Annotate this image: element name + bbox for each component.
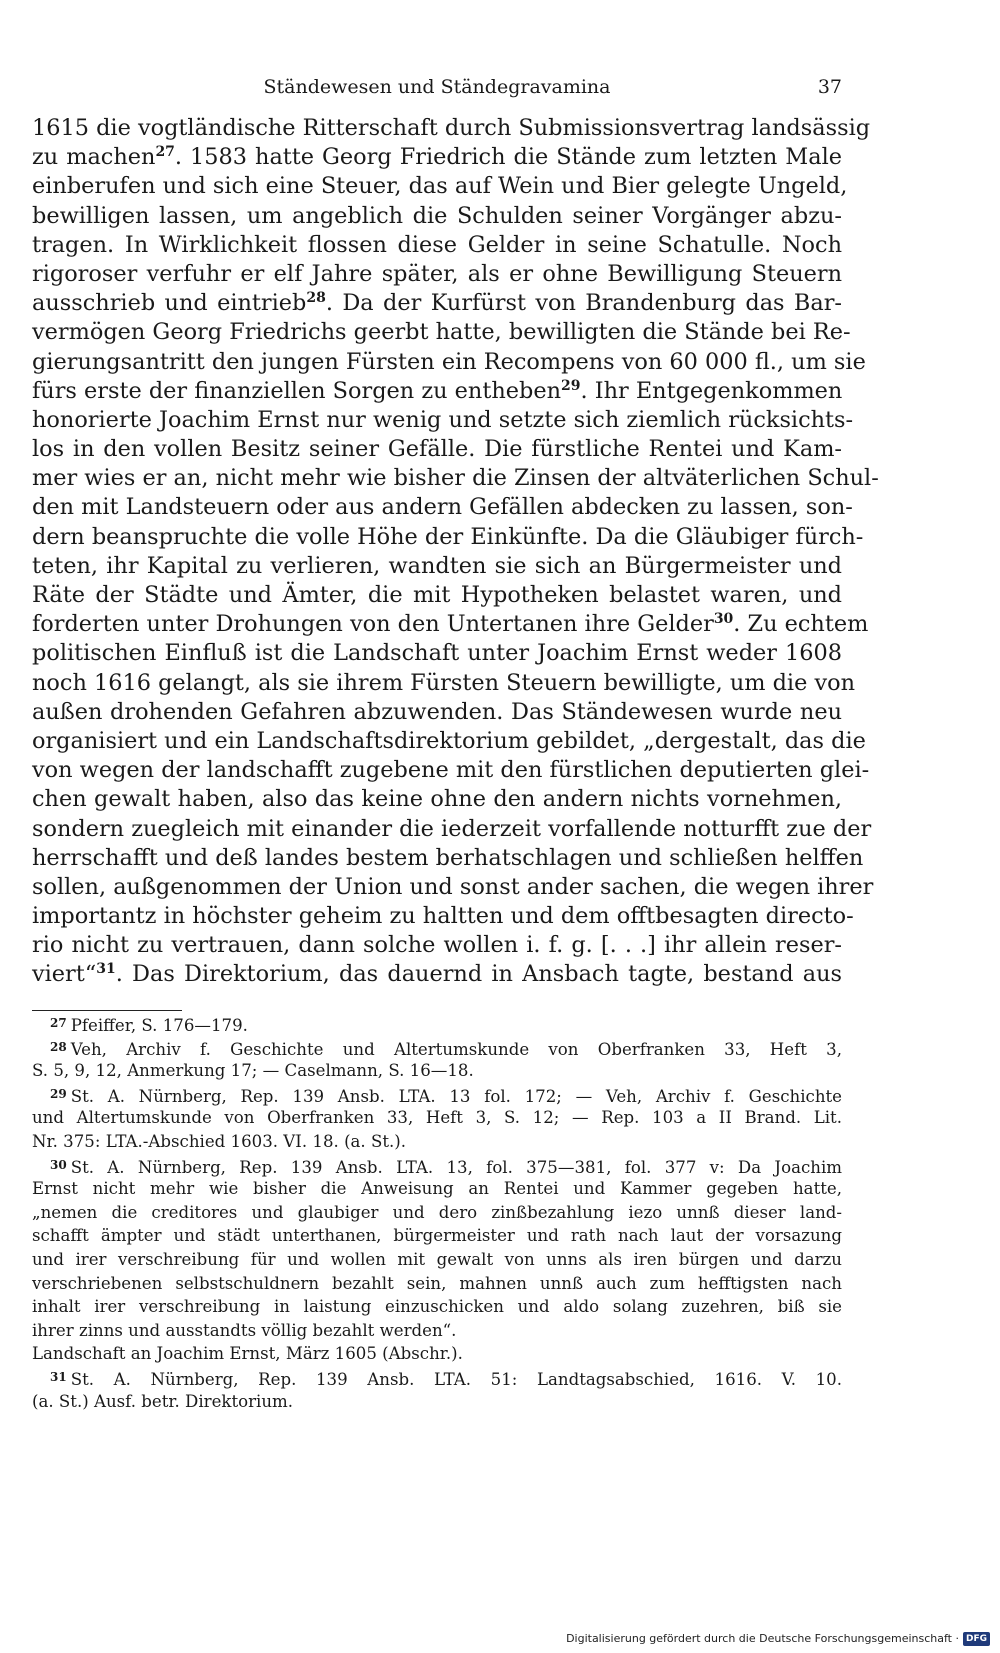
footnote-number: 28 — [50, 1039, 67, 1054]
text-line — [32, 873, 874, 902]
text-segment: gierungsantritt den jungen Fürsten ein Recompens von 60 000 fl., um sie — [32, 348, 866, 375]
text-line — [32, 639, 842, 668]
footnote-separator — [32, 1010, 182, 1011]
text-line — [32, 844, 864, 873]
text-line — [32, 698, 842, 727]
text-segment: honorierte Joachim Ernst nur wenig und setzte sich ziemlich rücksichts- — [32, 406, 854, 433]
text-segment: rio nicht zu vertrauen, dann solche wollen i. f. g. [. . .] ihr allein reser- — [32, 932, 842, 959]
text-segment: 1615 die vogtländische Ritterschaft durch Submissionsvertrag landsässig — [32, 115, 871, 141]
footnote-text: schafft ämpter und städt unterthanen, bürgermeister und rath nach laut der vorsazung — [32, 1226, 842, 1246]
footnote-line — [32, 1130, 842, 1154]
footnotes — [32, 1012, 842, 1413]
main-text — [32, 114, 879, 990]
text-line — [32, 464, 879, 493]
footnote-text: inhalt irer verschreibung in laistung einzuschicken und aldo solang zuzehren, biß sie — [32, 1297, 842, 1317]
footnote-text: verschriebenen selbstschuldnern bezahlt sein, mahnen unnß auch zum hefftigsten nach — [32, 1273, 842, 1293]
digitization-credit — [566, 1631, 990, 1647]
text-line — [32, 493, 853, 522]
text-line — [32, 552, 842, 581]
footnote-number: 30 — [50, 1157, 67, 1172]
footnote-text: (a. St.) Ausf. betr. Direktorium. — [32, 1391, 294, 1411]
text-segment: herrschafft und deß landes bestem berhatschlagen und schließen helffen — [32, 844, 864, 871]
text-segment: den mit Landsteuern oder aus andern Gefällen abdecken zu lassen, son- — [32, 494, 853, 521]
text-segment: sondern zuegleich mit einander die iederzeit vorfallende notturfft zue der — [32, 815, 872, 842]
footnote-line — [32, 1342, 842, 1366]
text-segment: tragen. In Wirklichkeit flossen diese Gelder in seine Schatulle. Noch — [32, 231, 842, 258]
text-line — [32, 931, 842, 960]
footnote-line — [32, 1012, 842, 1036]
footnote-text: Ernst nicht mehr wie bisher die Anweisung an Rentei und Kammer gegeben hatte, — [32, 1179, 842, 1199]
text-line — [32, 143, 842, 172]
dfg-logo: DFG — [963, 1632, 990, 1646]
text-line — [32, 727, 866, 756]
footnote-reference[interactable]: 28 — [306, 290, 326, 307]
text-segment: fürs erste der finanziellen Sorgen zu entheben — [32, 377, 562, 404]
text-segment: sollen, außgenommen der Union und sonst ander sachen, die wegen ihrer — [32, 873, 874, 900]
text-segment: . Zu echtem — [733, 611, 869, 638]
text-segment: ausschrieb und eintrieb — [32, 290, 307, 317]
footnote-line — [32, 1177, 842, 1201]
text-line — [32, 406, 854, 435]
footnote-text: ihrer zinns und ausstandts völlig bezahlt werden“. — [32, 1320, 457, 1340]
text-segment: bewilligen lassen, um angeblich die Schulden seiner Vorgänger abzu- — [32, 202, 842, 229]
footnote-number: 31 — [50, 1369, 67, 1384]
footnote-text: Landschaft an Joachim Ernst, März 1605 (Abschr.). — [32, 1344, 463, 1364]
footnote-line — [32, 1295, 842, 1319]
text-segment: vermögen Georg Friedrichs geerbt hatte, bewilligten die Stände bei Re- — [32, 319, 851, 346]
text-segment: Räte der Städte und Ämter, die mit Hypotheken belastet waren, und — [32, 582, 842, 608]
footnote-line — [32, 1272, 842, 1296]
text-line — [32, 260, 842, 289]
text-line — [32, 902, 854, 931]
text-line — [32, 785, 842, 814]
footnote-reference[interactable]: 30 — [713, 611, 734, 628]
text-segment: importantz in höchster geheim zu haltten und dem offtbesagten directo- — [32, 903, 854, 930]
footnote-line — [32, 1201, 842, 1225]
footnote-text: Nr. 375: LTA.-Abschied 1603. VI. 18. (a. St.). — [32, 1131, 407, 1151]
footnote-line — [32, 1319, 842, 1343]
text-segment: dern beanspruchte die volle Höhe der Einkünfte. Da die Gläubiger fürch- — [32, 523, 864, 550]
text-line — [32, 523, 864, 552]
text-segment: . 1583 hatte Georg Friedrich die Stände zum letzten Male — [174, 144, 842, 171]
footnote-text: Veh, Archiv f. Geschichte und Altertumskunde von Oberfranken 33, Heft 3, — [70, 1039, 842, 1059]
page-number: 37 — [817, 76, 842, 98]
text-line — [32, 815, 872, 844]
running-title: Ständewesen und Ständegravamina — [263, 76, 611, 98]
text-segment: politischen Einfluß ist die Landschaft unter Joachim Ernst weder 1608 — [32, 640, 842, 667]
footnote-line — [32, 1390, 842, 1414]
footnote-line — [32, 1224, 842, 1248]
text-line — [32, 202, 842, 231]
text-line — [32, 610, 869, 639]
footnote-reference[interactable]: 29 — [561, 377, 581, 394]
text-segment: noch 1616 gelangt, als sie ihrem Fürsten Steuern bewilligte, um die von — [32, 669, 856, 696]
text-segment: mer wies er an, nicht mehr wie bisher die Zinsen der altväterlichen Schul- — [32, 465, 879, 492]
footnote-text: St. A. Nürnberg, Rep. 139 Ansb. LTA. 13, fol. 375—381, fol. 377 v: Da Joachim — [70, 1157, 842, 1177]
footnote-text: Pfeiffer, S. 176—179. — [70, 1016, 248, 1035]
text-segment: einberufen und sich eine Steuer, das auf Wein und Bier gelegte Ungeld, — [32, 173, 848, 200]
text-line — [32, 318, 851, 347]
text-segment: . Da der Kurfürst von Brandenburg das Bar- — [325, 290, 842, 317]
text-segment: zu machen — [32, 144, 156, 171]
credit-text: Digitalisierung gefördert durch die Deutsche Forschungsgemeinschaft · — [566, 1632, 959, 1645]
footnote-text: St. A. Nürnberg, Rep. 139 Ansb. LTA. 13 fol. 172; — Veh, Archiv f. Geschichte — [70, 1086, 842, 1106]
text-line — [32, 581, 842, 610]
text-line — [32, 669, 856, 698]
text-segment: los in den vollen Besitz seiner Gefälle. Die fürstliche Rentei und Kam- — [32, 436, 842, 463]
running-head — [32, 72, 842, 102]
footnote-text: St. A. Nürnberg, Rep. 139 Ansb. LTA. 51: Landtagsabschied, 1616. V. 10. — [70, 1369, 842, 1389]
text-line — [32, 756, 870, 785]
text-line — [32, 377, 842, 406]
footnote-text: und irer verschreibung für und wollen mit gewalt von unns als iren bürgen und darzu — [32, 1249, 842, 1269]
footnote-line — [32, 1083, 842, 1107]
text-segment: von wegen der landschafft zugebene mit den fürstlichen deputierten glei- — [32, 757, 870, 784]
text-line — [32, 114, 871, 143]
footnote-line — [32, 1106, 842, 1130]
text-segment: außen drohenden Gefahren abzuwenden. Das Ständewesen wurde neu — [32, 698, 842, 725]
footnote-line — [32, 1036, 842, 1060]
text-line — [32, 348, 866, 377]
footnote-reference[interactable]: 31 — [96, 961, 116, 978]
text-segment: rigoroser verfuhr er elf Jahre später, als er ohne Bewilligung Steuern — [32, 260, 842, 287]
text-line — [32, 960, 842, 989]
text-line — [32, 172, 848, 201]
text-segment: chen gewalt haben, also das keine ohne den andern nichts vornehmen, — [32, 786, 842, 813]
text-segment: viert“ — [32, 961, 97, 988]
text-line — [32, 289, 842, 318]
text-line — [32, 435, 842, 464]
footnote-number: 27 — [50, 1016, 67, 1030]
footnote-line — [32, 1154, 842, 1178]
footnote-text: und Altertumskunde von Oberfranken 33, Heft 3, S. 12; — Rep. 103 a II Brand. Lit. — [32, 1108, 842, 1128]
footnote-line — [32, 1366, 842, 1390]
text-segment: . Das Direktorium, das dauernd in Ansbach tagte, bestand aus — [115, 961, 842, 988]
text-segment: forderten unter Drohungen von den Untertanen ihre Gelder — [32, 611, 714, 638]
footnote-line — [32, 1248, 842, 1272]
footnote-text: S. 5, 9, 12, Anmerkung 17; — Caselmann, S. 16—18. — [32, 1061, 474, 1081]
footnote-text: „nemen die creditores und glaubiger und dero zinßbezahlung iezo unnß dieser land- — [32, 1202, 842, 1222]
footnote-line — [32, 1059, 842, 1083]
footnote-number: 29 — [50, 1086, 67, 1101]
footnote-reference[interactable]: 27 — [155, 144, 175, 161]
text-segment: . Ihr Entgegenkommen — [580, 377, 843, 404]
text-segment: organisiert und ein Landschaftsdirektorium gebildet, „dergestalt, das die — [32, 727, 866, 754]
text-segment: teten, ihr Kapital zu verlieren, wandten sie sich an Bürgermeister und — [32, 552, 842, 579]
text-line — [32, 231, 842, 260]
